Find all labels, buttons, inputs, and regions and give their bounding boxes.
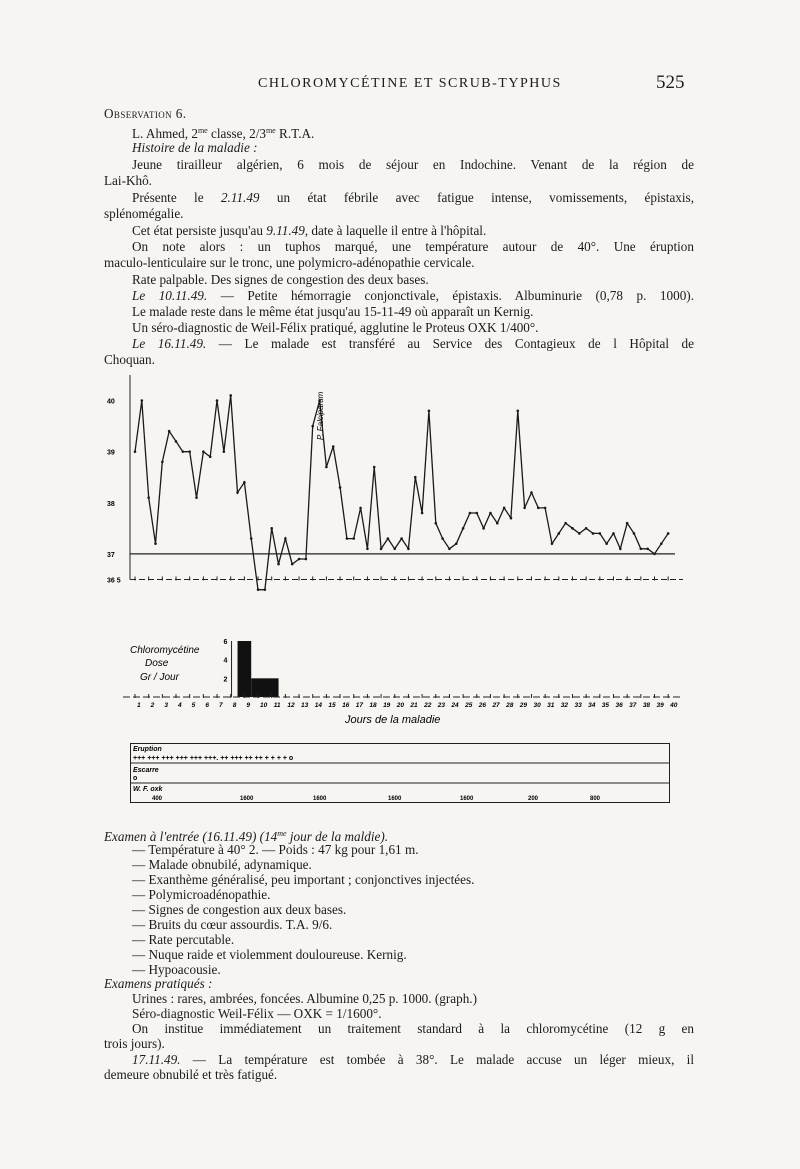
paragraph-line: Le malade reste dans le même état jusqu'au 15-11-49 où apparaît un Kernig. (132, 304, 534, 319)
paragraph-line: maculo-lenticulaire sur le tronc, une polymicro-adénopathie cervicale. (104, 255, 475, 270)
day-tick-label: 30 (533, 702, 541, 709)
paragraph-line: Jeune tirailleur algérien, 6 mois de séjour en Indochine. Venant de la région de (132, 157, 694, 172)
dose-label-line1: Chloromycétine (130, 645, 200, 656)
y-tick-label: 36 5 (107, 577, 121, 585)
temperature-point (257, 588, 260, 591)
temperature-point (469, 512, 472, 515)
temperature-point (475, 512, 478, 515)
day-tick-label: 20 (396, 702, 404, 709)
wf-value: 200 (528, 796, 539, 802)
page-number: 525 (656, 72, 685, 93)
day-tick-label: 11 (273, 702, 281, 709)
temperature-point (400, 537, 403, 540)
day-tick-label: 29 (519, 702, 528, 709)
table-border (131, 744, 670, 803)
paragraph-line: On note alors : un tuphos marqué, une température autour de 40°. Une éruption (132, 239, 694, 254)
day-tick-label: 15 (328, 702, 336, 709)
temperature-point (544, 507, 547, 510)
exam-item: — Exanthème généralisé, peu important ; conjonctives injectées. (132, 872, 475, 887)
temperature-point (380, 547, 383, 550)
dose-label-line3: Gr / Jour (140, 672, 179, 683)
paragraph-line: Cet état persiste jusqu'au 9.11.49, date à laquelle il entre à l'hôpital. (132, 223, 487, 238)
temperature-point (605, 542, 608, 545)
wf-value: 1600 (313, 796, 327, 802)
day-tick-label: 24 (451, 702, 459, 709)
falciparum-annotation: P. Falciparum (316, 391, 325, 440)
temperature-point (612, 532, 615, 535)
y-tick-label: 39 (107, 449, 115, 457)
y-tick-label: 38 (107, 500, 115, 508)
dose-scale (224, 639, 232, 697)
day-tick-label: 25 (465, 702, 473, 709)
day-tick-label: 33 (574, 702, 582, 709)
paragraph-line: Rate palpable. Des signes de congestion des deux bases. (132, 272, 429, 287)
temperature-point (168, 430, 171, 433)
wf-value: 1600 (460, 796, 474, 802)
patient-line: L. Ahmed, $2^{me}$ classe, $2/3^{me}$ R.T.A. (132, 126, 315, 141)
escarre-label: Escarre (133, 767, 159, 774)
temperature-point (667, 532, 670, 535)
temperature-point (626, 522, 629, 525)
temperature-point (516, 409, 519, 412)
eruption-content: +++ +++ +++ +++ +++ +++. ++ +++ ++ ++ + + + + o (133, 755, 294, 762)
temperature-point (496, 522, 499, 525)
day-tick-label: 23 (437, 702, 445, 709)
temperature-point (291, 563, 294, 566)
treatment-line: trois jours). (104, 1036, 165, 1051)
temperature-point (578, 532, 581, 535)
exam-item: — Malade obnubilé, adynamique. (132, 857, 312, 872)
day-tick-label: 12 (287, 702, 295, 709)
wf-value: 1600 (240, 796, 254, 802)
temperature-point (243, 481, 246, 484)
temperature-point (311, 425, 314, 428)
temperature-point (229, 394, 232, 397)
dose-bar (251, 678, 278, 697)
day-tick-label: 21 (410, 702, 418, 709)
temperature-point (270, 527, 273, 530)
exam-item: — Température à 40° 2. — Poids : 47 kg pour 1,61 m. (132, 842, 419, 857)
temperature-point (250, 537, 253, 540)
day-tick-label: 1 (137, 702, 141, 709)
temperature-series (134, 394, 670, 591)
eruption-label: Eruption (133, 746, 162, 753)
temperature-point (346, 537, 349, 540)
temperature-point (421, 512, 424, 515)
temperature-point (195, 496, 198, 499)
running-header (0, 72, 800, 102)
temperature-point (325, 466, 328, 469)
temperature-point (277, 563, 280, 566)
temperature-point (557, 532, 560, 535)
dose-scale-label: 6 (223, 639, 228, 646)
paragraph-line: splénomégalie. (104, 206, 184, 221)
day-tick-label: 5 (191, 702, 196, 709)
temperature-point (161, 461, 164, 464)
exam-item: — Nuque raide et violemment douloureuse. Kernig. (132, 947, 407, 962)
temperature-point (182, 450, 185, 453)
day-tick-label: 18 (369, 702, 377, 709)
temperature-point (154, 542, 157, 545)
day-tick-label: 36 (615, 702, 623, 709)
temperature-point (564, 522, 567, 525)
temperature-point (134, 450, 137, 453)
findings-table (130, 743, 670, 803)
observation-heading: Observation 6. (104, 106, 187, 121)
paragraph-line: Le 10.11.49. — Petite hémorragie conjonctivale, épistaxis. Albuminurie (0,78 p. 1000). (132, 288, 694, 303)
temperature-point (373, 466, 376, 469)
dose-bar (238, 641, 252, 697)
temperature-point (202, 450, 205, 453)
temperature-point (551, 542, 554, 545)
exam-item: — Signes de congestion aux deux bases. (132, 902, 347, 917)
temperature-point (571, 527, 574, 530)
temperature-point (448, 547, 451, 550)
temperature-point (455, 542, 458, 545)
practical-heading: Examens pratiqués : (104, 976, 213, 991)
history-heading: Histoire de la maladie : (132, 140, 258, 155)
temperature-point (489, 512, 492, 515)
temperature-point (352, 537, 355, 540)
temperature-point (592, 532, 595, 535)
day-tick-label: 39 (656, 702, 664, 709)
day-tick-label: 6 (205, 702, 209, 709)
dose-chart (95, 635, 695, 735)
day-tick-label: 32 (560, 702, 569, 709)
temperature-point (434, 522, 437, 525)
temperature-point (619, 547, 622, 550)
temperature-point (298, 558, 301, 561)
temperature-point (441, 537, 444, 540)
temperature-point (147, 496, 150, 499)
temperature-point (640, 547, 643, 550)
wf-value: 400 (152, 796, 163, 802)
temperature-point (339, 486, 342, 489)
temperature-point (305, 558, 308, 561)
temperature-point (264, 588, 267, 591)
temperature-point (585, 527, 588, 530)
temperature-point (366, 547, 369, 550)
exam-item: — Hypoacousie. (132, 962, 221, 977)
temperature-point (414, 476, 417, 479)
day-tick-label: 35 (601, 702, 610, 709)
exam-item: — Polymicroadénopathie. (132, 887, 271, 902)
temperature-point (428, 409, 431, 412)
paragraph-line: Le 16.11.49. — Le malade est transféré au Service des Contagieux de l Hôpital de (132, 336, 694, 351)
wf-value: 800 (590, 796, 601, 802)
day-tick-label: 9 (246, 702, 250, 709)
temperature-point (209, 455, 212, 458)
treatment-line: On institue immédiatement un traitement standard à la chloromycétine (12 g en (132, 1021, 694, 1036)
temperature-point (236, 491, 239, 494)
day-tick-label: 28 (506, 702, 514, 709)
temperature-point (216, 399, 219, 402)
paragraph-line: Choquan. (104, 352, 155, 367)
day-tick-label: 37 (629, 702, 637, 709)
temperature-point (599, 532, 602, 535)
day-tick-label: 4 (178, 702, 182, 709)
temperature-point (530, 491, 533, 494)
temperature-point (332, 445, 335, 448)
dose-label-line2: Dose (145, 658, 169, 669)
temperature-point (462, 527, 465, 530)
day-tick-label: 13 (301, 702, 309, 709)
wf-values (152, 796, 601, 802)
temperature-point (482, 527, 485, 530)
temperature-point (646, 547, 649, 550)
paragraph-line: Un séro-diagnostic de Weil-Félix pratiqué, agglutine le Proteus OXK 1/400°. (132, 320, 539, 335)
dose-scale-label: 2 (223, 676, 228, 684)
running-title: CHLOROMYCÉTINE ET SCRUB-TYPHUS (258, 76, 562, 91)
temperature-point (284, 537, 287, 540)
day-tick-label: 2 (150, 702, 155, 709)
day-tick-label: 17 (355, 702, 363, 709)
temperature-point (175, 440, 178, 443)
day-tick-label: 31 (547, 702, 555, 709)
day-tick-label: 10 (260, 702, 268, 709)
temperature-point (537, 507, 540, 510)
wf-value: 1600 (388, 796, 402, 802)
wf-label: W. F. oxk (133, 786, 163, 793)
temperature-point (141, 399, 144, 402)
temperature-line (135, 395, 668, 589)
temperature-point (223, 450, 226, 453)
day-tick-label: 34 (588, 702, 596, 709)
day-tick-label: 40 (670, 702, 678, 709)
x-axis-label: Jours de la maladie (345, 714, 441, 726)
exam-item: — Bruits du cœur assourdis. T.A. 9/6. (132, 917, 333, 932)
exam-heading: Examen à l'entrée (16.11.49) ($14^{me}$ jour de la maldie). (104, 829, 389, 844)
day-tick-label: 16 (342, 702, 350, 709)
temperature-chart (95, 365, 695, 615)
paragraph-line: Lai-Khô. (104, 173, 152, 188)
final-line: 17.11.49. — La température est tombée à 38°. Le malade accuse un léger mieux, il (132, 1052, 694, 1067)
temperature-point (503, 507, 506, 510)
day-tick-label: 38 (642, 702, 651, 709)
dose-scale-label: 4 (223, 657, 228, 665)
urines-line: Urines : rares, ambrées, foncées. Albumine 0,25 p. 1000. (graph.) (132, 991, 477, 1006)
temperature-point (387, 537, 390, 540)
temperature-point (407, 547, 410, 550)
day-tick-label: 14 (314, 702, 322, 709)
day-axis (123, 694, 683, 709)
temperature-point (359, 507, 362, 510)
final-line: demeure obnubilé et très fatigué. (104, 1067, 278, 1082)
day-tick-label: 3 (164, 702, 168, 709)
sero-line: Séro-diagnostic Weil-Félix — OXK = 1/1600°. (132, 1006, 382, 1021)
day-tick-label: 26 (478, 702, 487, 709)
day-tick-label: 8 (232, 702, 237, 709)
temperature-point (393, 547, 396, 550)
day-tick-label: 19 (383, 702, 391, 709)
temperature-point (188, 450, 191, 453)
temperature-point (660, 542, 663, 545)
y-tick-label: 40 (107, 398, 115, 406)
day-tick-label: 7 (219, 702, 223, 709)
day-tick-label: 22 (424, 702, 432, 709)
temperature-point (523, 507, 526, 510)
temperature-point (653, 553, 656, 556)
dose-bars (238, 641, 279, 697)
temperature-point (633, 532, 636, 535)
temperature-point (510, 517, 513, 520)
day-tick-label: 27 (492, 702, 500, 709)
exam-item: — Rate percutable. (132, 932, 235, 947)
y-tick-label: 37 (107, 551, 115, 559)
paragraph-line: Présente le 2.11.49 un état fébrile avec fatigue intense, vomissements, épistaxis, (132, 190, 694, 205)
escarre-content: o (133, 775, 138, 782)
